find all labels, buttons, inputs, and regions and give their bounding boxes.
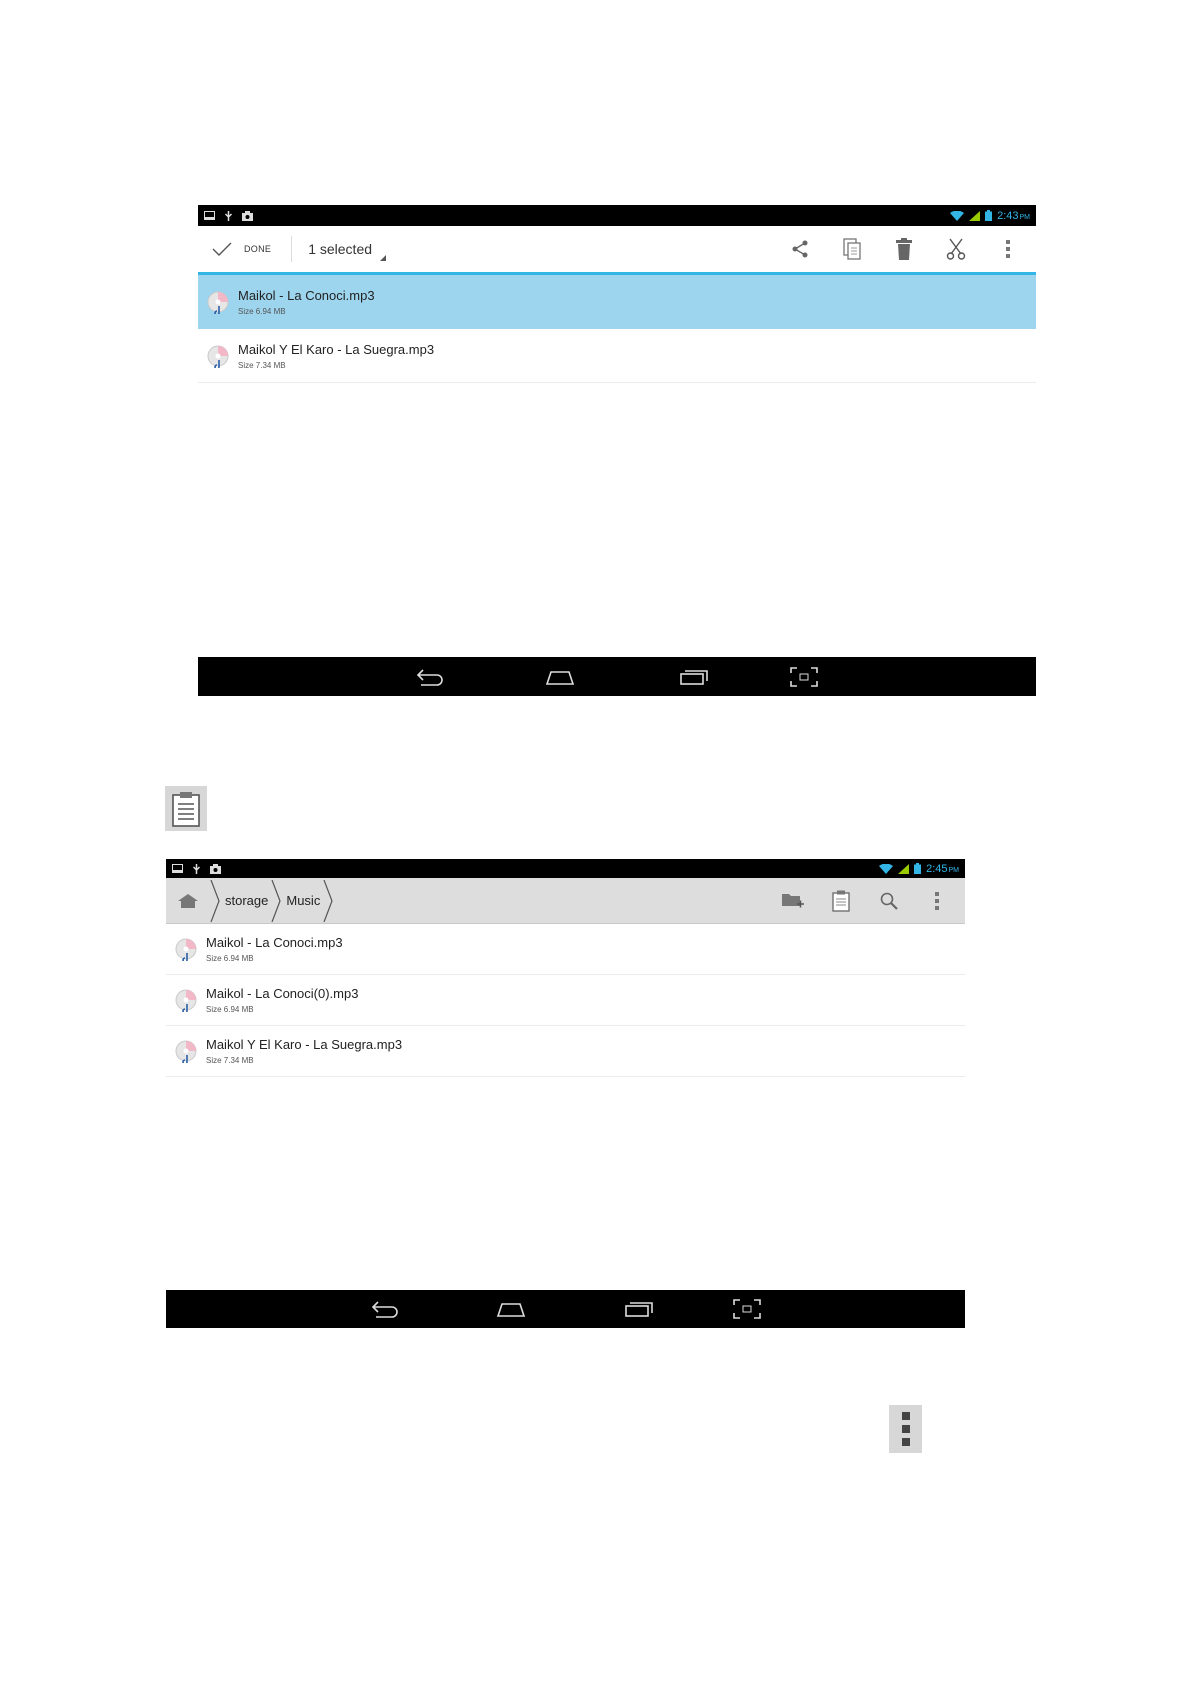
scissors-icon [946, 238, 966, 260]
recent-apps-icon[interactable] [624, 1299, 654, 1319]
music-file-icon [206, 344, 230, 368]
more-vertical-icon [901, 1411, 911, 1447]
more-vertical-icon [1005, 239, 1011, 259]
screenshot-notification-icon [172, 864, 183, 873]
breadcrumb-label: Music [286, 893, 321, 908]
file-size: Size 6.94 MB [238, 307, 286, 316]
more-vertical-icon [934, 891, 940, 911]
wifi-icon [950, 211, 964, 221]
search-icon [879, 891, 899, 911]
recent-apps-icon[interactable] [679, 667, 709, 687]
file-row[interactable] [198, 275, 1036, 329]
file-size: Size 6.94 MB [206, 1005, 254, 1014]
home-icon[interactable] [545, 667, 575, 687]
status-bar [198, 205, 1036, 226]
file-name: Maikol - La Conoci.mp3 [238, 288, 375, 303]
overflow-icon-illustration [889, 1405, 922, 1453]
file-row[interactable] [166, 924, 965, 975]
selection-count-dropdown[interactable] [308, 241, 386, 257]
cut-button[interactable] [932, 229, 980, 269]
file-row[interactable] [166, 1026, 965, 1077]
screenshot-music-folder [166, 859, 965, 1328]
status-time: 2:43PM [997, 209, 1030, 222]
new-folder-icon [782, 892, 804, 910]
home-folder-icon [178, 894, 198, 908]
overflow-menu-button[interactable] [984, 229, 1032, 269]
back-icon[interactable] [415, 667, 445, 687]
breadcrumb-music[interactable] [271, 880, 333, 922]
music-file-icon [174, 1039, 198, 1063]
battery-icon [985, 210, 992, 221]
screenshot-icon[interactable] [732, 1298, 762, 1320]
camera-icon [242, 211, 253, 221]
music-file-icon [174, 988, 198, 1012]
breadcrumb-label: storage [225, 893, 269, 908]
navigation-bar [198, 657, 1036, 696]
clipboard-icon [832, 890, 850, 912]
checkmark-icon [212, 242, 232, 256]
breadcrumb-storage[interactable] [210, 880, 271, 922]
share-icon [790, 239, 810, 259]
screenshot-icon[interactable] [789, 666, 819, 688]
home-icon[interactable] [496, 1299, 526, 1319]
breadcrumb-bar [166, 878, 965, 924]
paste-icon-illustration [165, 786, 207, 831]
dropdown-caret-icon [380, 255, 386, 261]
delete-button[interactable] [880, 229, 928, 269]
navigation-bar [166, 1290, 965, 1328]
camera-icon [210, 864, 221, 874]
breadcrumb-chevron-icon [271, 880, 281, 922]
breadcrumb-chevron-icon [210, 880, 220, 922]
back-icon[interactable] [370, 1299, 400, 1319]
music-file-icon [206, 290, 230, 314]
clipboard-icon [171, 791, 201, 827]
copy-button[interactable] [828, 229, 876, 269]
file-row[interactable] [166, 975, 965, 1026]
new-folder-button[interactable] [769, 881, 817, 921]
breadcrumb-chevron-icon [323, 880, 333, 922]
status-time: 2:45PM [926, 862, 959, 875]
music-file-icon [174, 937, 198, 961]
signal-icon [969, 211, 980, 221]
share-button[interactable] [776, 229, 824, 269]
trash-icon [896, 238, 912, 260]
breadcrumb-home[interactable] [166, 894, 198, 908]
screenshot-selection-mode [198, 205, 1036, 696]
file-size: Size 7.34 MB [206, 1056, 254, 1065]
file-row[interactable] [198, 329, 1036, 383]
status-bar [166, 859, 965, 878]
selection-count-label: 1 selected [308, 241, 373, 257]
paste-button[interactable] [817, 881, 865, 921]
file-size: Size 6.94 MB [206, 954, 254, 963]
copy-icon [843, 238, 861, 260]
file-name: Maikol Y El Karo - La Suegra.mp3 [206, 1037, 403, 1052]
action-bar-divider [291, 236, 292, 262]
search-button[interactable] [865, 881, 913, 921]
usb-icon [224, 211, 233, 221]
battery-icon [914, 863, 921, 874]
file-name: Maikol Y El Karo - La Suegra.mp3 [238, 341, 435, 357]
contextual-action-bar [198, 226, 1036, 275]
file-name: Maikol - La Conoci.mp3 [206, 935, 343, 950]
screenshot-notification-icon [204, 211, 215, 220]
overflow-menu-button[interactable] [913, 881, 961, 921]
usb-icon [192, 864, 201, 874]
file-size: Size 7.34 MB [238, 360, 286, 370]
done-label: DONE [244, 244, 272, 254]
wifi-icon [879, 864, 893, 874]
done-button[interactable] [198, 226, 271, 272]
signal-icon [898, 864, 909, 874]
file-name: Maikol - La Conoci(0).mp3 [206, 986, 359, 1001]
